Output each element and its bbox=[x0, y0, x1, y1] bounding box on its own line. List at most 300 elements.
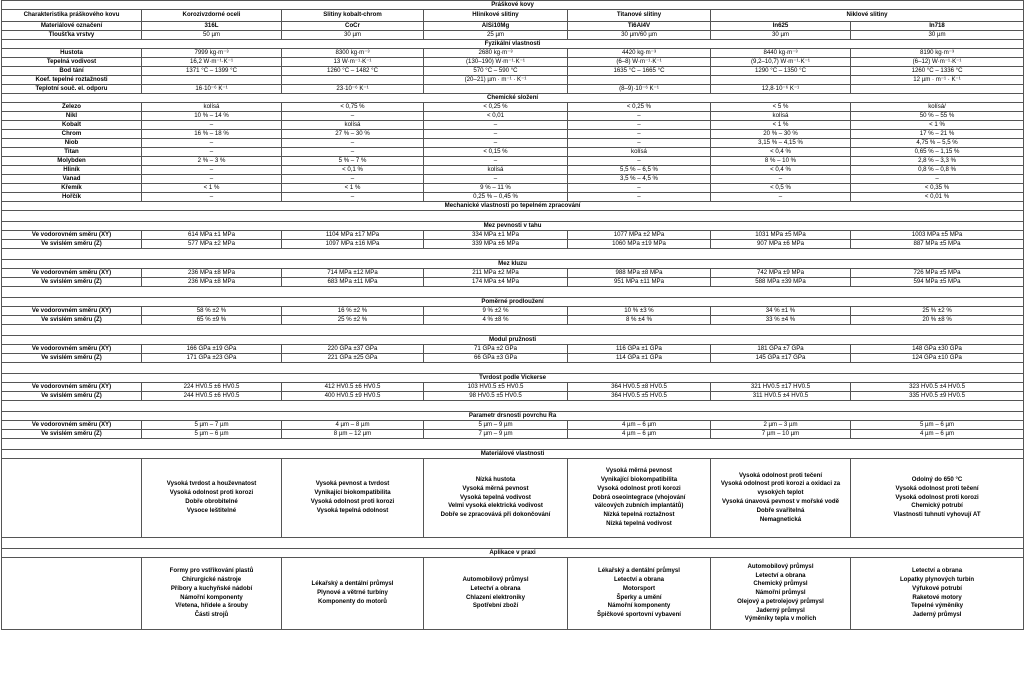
value-cell: 166 GPa ±19 GPa bbox=[142, 345, 282, 354]
row-label: Ve vodorovném směru (XY) bbox=[2, 307, 142, 316]
spacer-cell bbox=[2, 439, 142, 450]
row-label: Chrom bbox=[2, 130, 142, 139]
spacer-cell bbox=[851, 401, 1024, 412]
thickness-cell: 30 µm bbox=[282, 31, 424, 40]
material-properties-cell bbox=[568, 459, 711, 538]
application-line: Automobilový průmysl bbox=[747, 562, 814, 570]
value-cell: 25 % ±2 % bbox=[851, 307, 1024, 316]
value-cell: 20 % – 30 % bbox=[711, 130, 851, 139]
value-cell: kolísá bbox=[282, 121, 424, 130]
row-label: Molybden bbox=[2, 157, 142, 166]
value-cell: (20–21) µm · m⁻¹ · K⁻¹ bbox=[424, 76, 568, 85]
application-line: Námořní komponenty bbox=[607, 602, 671, 610]
value-cell: < 0,25 % bbox=[424, 103, 568, 112]
section-header-row bbox=[2, 450, 1024, 459]
row-label: Niob bbox=[2, 139, 142, 148]
applications-cell bbox=[568, 558, 711, 630]
value-cell: < 0,01 % bbox=[851, 193, 1024, 202]
value-cell: 335 HV0.5 ±9 HV0.5 bbox=[851, 392, 1024, 401]
value-cell: 323 HV0.5 ±4 HV0.5 bbox=[851, 383, 1024, 392]
spacer-cell bbox=[142, 401, 282, 412]
spacer-cell bbox=[711, 401, 851, 412]
spacer-cell bbox=[2, 363, 142, 374]
value-cell: 1371 °C – 1399 °C bbox=[142, 67, 282, 76]
value-cell: – bbox=[142, 121, 282, 130]
row-label: Ve vodorovném směru (XY) bbox=[2, 383, 142, 392]
spacer-row bbox=[2, 538, 1024, 549]
material-property-line: Vysoká únavová pevnost v mořské vodě bbox=[722, 498, 839, 505]
application-line: Šperky a umění bbox=[616, 593, 662, 601]
material-property-line: Chemický potrubí bbox=[911, 502, 963, 510]
section-header-row bbox=[2, 260, 1024, 269]
value-cell: 339 MPa ±6 MPa bbox=[424, 240, 568, 249]
table-row bbox=[2, 269, 1024, 278]
material-property-line: Dobře svařitelná bbox=[756, 506, 805, 514]
value-cell: 1260 °C – 1336 °C bbox=[851, 67, 1024, 76]
designation-cell: Ti6Al4V bbox=[568, 22, 711, 31]
value-cell: 8300 kg·m⁻³ bbox=[282, 49, 424, 58]
material-property-line: Dobře se zpracovává při dokončování bbox=[440, 511, 551, 519]
value-cell: 4 % ±8 % bbox=[424, 316, 568, 325]
value-cell: – bbox=[282, 148, 424, 157]
value-cell: 4,75 % – 5,5 % bbox=[851, 139, 1024, 148]
value-cell: 33 % ±4 % bbox=[711, 316, 851, 325]
value-cell: 577 MPa ±2 MPa bbox=[142, 240, 282, 249]
value-cell: 50 % – 55 % bbox=[851, 112, 1024, 121]
application-line: Výfukové potrubí bbox=[912, 584, 962, 592]
value-cell: 364 HV0.5 ±5 HV0.5 bbox=[568, 392, 711, 401]
value-cell: 12,8·10⁻⁶ K⁻¹ bbox=[711, 85, 851, 94]
material-property-line: Vysoká tepelná odolnost bbox=[316, 506, 389, 514]
value-cell: – bbox=[282, 112, 424, 121]
value-cell: 148 GPa ±30 GPa bbox=[851, 345, 1024, 354]
table-row bbox=[2, 278, 1024, 287]
application-line: Chlazení elektroniky bbox=[466, 593, 525, 601]
spacer-cell bbox=[568, 287, 711, 298]
value-cell: – bbox=[851, 175, 1024, 184]
spacer-row bbox=[2, 325, 1024, 336]
material-property-line: Vysoká odolnost proti korozi bbox=[310, 498, 395, 505]
spacer-cell bbox=[851, 287, 1024, 298]
spacer-cell bbox=[142, 325, 282, 336]
value-cell: – bbox=[568, 184, 711, 193]
spacer-cell bbox=[2, 538, 142, 549]
value-cell: – bbox=[142, 148, 282, 157]
material-property-line: Velmi vysoká elektrická vodivost bbox=[448, 502, 543, 510]
value-cell: 400 HV0.5 ±9 HV0.5 bbox=[282, 392, 424, 401]
section-header-row bbox=[2, 1, 1024, 10]
value-cell: – bbox=[711, 193, 851, 202]
value-cell: 16,2 W·m⁻¹·K⁻¹ bbox=[142, 58, 282, 67]
applications-cell bbox=[142, 558, 282, 630]
spacer-cell bbox=[2, 211, 142, 222]
value-cell: 714 MPa ±12 MPa bbox=[282, 269, 424, 278]
spacer-cell bbox=[282, 439, 424, 450]
spacer-cell bbox=[2, 249, 142, 260]
value-cell: 8 % – 10 % bbox=[711, 157, 851, 166]
spacer-cell bbox=[142, 363, 282, 374]
spacer-cell bbox=[711, 249, 851, 260]
row-label: Ve vodorovném směru (XY) bbox=[2, 269, 142, 278]
value-cell: 2680 kg·m⁻³ bbox=[424, 49, 568, 58]
value-cell: < 0,01 bbox=[424, 112, 568, 121]
value-cell: 2 % – 3 % bbox=[142, 157, 282, 166]
table-row bbox=[2, 85, 1024, 94]
application-line: Lékařský a dentální průmysl bbox=[598, 567, 680, 575]
thickness-cell: 30 µm bbox=[851, 31, 1024, 40]
table-row bbox=[2, 240, 1024, 249]
value-cell: 98 HV0.5 ±5 HV0.5 bbox=[424, 392, 568, 401]
material-property-line: Vysoká měrná pevnost bbox=[462, 484, 529, 492]
value-cell: 2,8 % – 3,3 % bbox=[851, 157, 1024, 166]
mechanical-section-title: Mechanické vlastnosti po tepelném zpracování bbox=[2, 202, 1024, 211]
value-cell: 364 HV0.5 ±8 HV0.5 bbox=[568, 383, 711, 392]
row-label: Kobalt bbox=[2, 121, 142, 130]
application-line: Letectví a obrana bbox=[911, 567, 963, 575]
physical-section-title: Fyzikální vlastnosti bbox=[2, 40, 1024, 49]
value-cell: 103 HV0.5 ±5 HV0.5 bbox=[424, 383, 568, 392]
material-property-line: Vysoká odolnost proti korozi bbox=[169, 489, 254, 497]
spacer-cell bbox=[424, 401, 568, 412]
table-row bbox=[2, 157, 1024, 166]
application-line: Lopatky plynových turbín bbox=[899, 575, 975, 583]
application-line: Části strojů bbox=[194, 611, 229, 619]
designation-cell: 316L bbox=[142, 22, 282, 31]
section-header-row bbox=[2, 222, 1024, 231]
application-line: Jaderný průmysl bbox=[912, 611, 962, 619]
application-line: Chirurgické nástroje bbox=[181, 575, 242, 583]
application-line: Letectví a obrana bbox=[470, 584, 521, 592]
value-cell: 9 % ±2 % bbox=[424, 307, 568, 316]
chemical-section-title: Chemické složení bbox=[2, 94, 1024, 103]
value-cell: < 0,75 % bbox=[282, 103, 424, 112]
application-line: Tepelné výměníky bbox=[911, 602, 964, 610]
value-cell: 7 µm – 10 µm bbox=[711, 430, 851, 439]
applications-cell bbox=[711, 558, 851, 630]
value-cell: < 0,25 % bbox=[568, 103, 711, 112]
application-line: Vřetena, hřídele a šrouby bbox=[175, 602, 248, 610]
section-header-row bbox=[2, 40, 1024, 49]
table-row bbox=[2, 139, 1024, 148]
application-line: Chemický průmysl bbox=[753, 580, 808, 588]
section-header-row bbox=[2, 374, 1024, 383]
spacer-cell bbox=[282, 287, 424, 298]
spacer-cell bbox=[568, 401, 711, 412]
spacer-cell bbox=[568, 363, 711, 374]
group-header: Titanové slitiny bbox=[568, 10, 711, 22]
spacer-cell bbox=[424, 363, 568, 374]
application-line: Formy pro vstřikování plastů bbox=[169, 567, 254, 575]
table-row bbox=[2, 316, 1024, 325]
value-cell: 27 % – 30 % bbox=[282, 130, 424, 139]
spacer-cell bbox=[711, 439, 851, 450]
value-cell: 742 MPa ±9 MPa bbox=[711, 269, 851, 278]
value-cell: 1635 °C – 1665 °C bbox=[568, 67, 711, 76]
material-property-line: Odolný do 650 °C bbox=[911, 476, 963, 483]
value-cell: – bbox=[424, 121, 568, 130]
table-row bbox=[2, 166, 1024, 175]
spacer-cell bbox=[142, 439, 282, 450]
spacer-cell bbox=[851, 249, 1024, 260]
spacer-row bbox=[2, 249, 1024, 260]
value-cell: – bbox=[142, 139, 282, 148]
value-cell: 10 % – 14 % bbox=[142, 112, 282, 121]
value-cell: 4 µm – 6 µm bbox=[851, 430, 1024, 439]
material-property-line: Vysoká odolnost proti tečení bbox=[738, 471, 823, 479]
material-property-line: Nízká tepelná roztažnost bbox=[603, 511, 675, 519]
value-cell: 236 MPa ±8 MPa bbox=[142, 269, 282, 278]
value-cell: < 0,4 % bbox=[711, 166, 851, 175]
table-row bbox=[2, 58, 1024, 67]
spacer-cell bbox=[2, 325, 142, 336]
group-header: Hliníkové slitiny bbox=[424, 10, 568, 22]
material-property-line: Vysoká tvrdost a houževnatost bbox=[166, 480, 257, 488]
material-property-line: Dobrá oseointegrace (vhojování bbox=[592, 493, 686, 501]
table-row bbox=[2, 76, 1024, 85]
group-header: Korozivzdorné oceli bbox=[142, 10, 282, 22]
material-property-line: Vysoká odolnost proti korozi a oxidaci za bbox=[720, 480, 841, 488]
row-label: Hustota bbox=[2, 49, 142, 58]
value-cell: 907 MPa ±6 MPa bbox=[711, 240, 851, 249]
value-cell: 244 HV0.5 ±6 HV0.5 bbox=[142, 392, 282, 401]
material-properties-cell bbox=[424, 459, 568, 538]
value-cell: 4 µm – 8 µm bbox=[282, 421, 424, 430]
value-cell: 1290 °C – 1350 °C bbox=[711, 67, 851, 76]
spacer-cell bbox=[568, 211, 711, 222]
spacer-cell bbox=[282, 363, 424, 374]
material-property-line: Nemagnetická bbox=[759, 515, 802, 523]
value-cell: 116 GPa ±1 GPa bbox=[568, 345, 711, 354]
material-properties-title: Materiálové vlastnosti bbox=[2, 450, 1024, 459]
spacer-cell bbox=[851, 325, 1024, 336]
spacer-cell bbox=[282, 401, 424, 412]
value-cell: 124 GPa ±10 GPa bbox=[851, 354, 1024, 363]
value-cell: 25 % ±2 % bbox=[282, 316, 424, 325]
value-cell: – bbox=[568, 121, 711, 130]
value-cell: < 0,15 % bbox=[424, 148, 568, 157]
value-cell: 16·10⁻⁶ K⁻¹ bbox=[142, 85, 282, 94]
table-row bbox=[2, 193, 1024, 202]
table-row bbox=[2, 175, 1024, 184]
mechanical-subsection-title: Parametr drsnosti povrchu Ra bbox=[2, 412, 1024, 421]
value-cell bbox=[711, 76, 851, 85]
value-cell: 5 µm – 6 µm bbox=[851, 421, 1024, 430]
value-cell: 4420 kg·m⁻³ bbox=[568, 49, 711, 58]
material-properties-cell bbox=[711, 459, 851, 538]
spacer-cell bbox=[568, 439, 711, 450]
value-cell: 181 GPa ±7 GPa bbox=[711, 345, 851, 354]
value-cell bbox=[282, 76, 424, 85]
spacer-cell bbox=[142, 211, 282, 222]
row-label: Nikl bbox=[2, 112, 142, 121]
application-line: Komponenty do motorů bbox=[317, 597, 388, 605]
designation-row bbox=[2, 22, 1024, 31]
value-cell: 311 HV0.5 ±4 HV0.5 bbox=[711, 392, 851, 401]
value-cell: 1260 °C – 1482 °C bbox=[282, 67, 424, 76]
value-cell: 1077 MPa ±2 MPa bbox=[568, 231, 711, 240]
value-cell: < 5 % bbox=[711, 103, 851, 112]
applications-title: Aplikace v praxi bbox=[2, 549, 1024, 558]
value-cell: 1031 MPa ±5 MPa bbox=[711, 231, 851, 240]
mechanical-subsection-title: Poměrné prodloužení bbox=[2, 298, 1024, 307]
row-label: Bod tání bbox=[2, 67, 142, 76]
value-cell: 13 W·m⁻¹·K⁻¹ bbox=[282, 58, 424, 67]
characteristic-label: Charakteristika práškového kovu bbox=[2, 10, 142, 22]
value-cell: 171 GPa ±23 GPa bbox=[142, 354, 282, 363]
value-cell: 321 HV0.5 ±17 HV0.5 bbox=[711, 383, 851, 392]
material-property-line: Vlastnosti tuhnutí vyhovují AT bbox=[893, 511, 981, 519]
section-header-row bbox=[2, 202, 1024, 211]
spacer-row bbox=[2, 287, 1024, 298]
value-cell: < 0,35 % bbox=[851, 184, 1024, 193]
empty-label-cell bbox=[2, 558, 142, 630]
value-cell bbox=[568, 76, 711, 85]
section-header-row bbox=[2, 298, 1024, 307]
spacer-cell bbox=[142, 249, 282, 260]
application-line: Spotřební zboží bbox=[472, 602, 519, 610]
value-cell: 236 MPa ±8 MPa bbox=[142, 278, 282, 287]
value-cell: 5 µm – 6 µm bbox=[142, 430, 282, 439]
value-cell: 988 MPa ±8 MPa bbox=[568, 269, 711, 278]
application-line: Příbory a kuchyňské nádobí bbox=[170, 584, 253, 592]
spacer-cell bbox=[568, 325, 711, 336]
spacer-cell bbox=[424, 325, 568, 336]
value-cell: 58 % ±2 % bbox=[142, 307, 282, 316]
spacer-cell bbox=[2, 401, 142, 412]
value-cell: < 0,5 % bbox=[711, 184, 851, 193]
row-label: Ve svislém směru (Z) bbox=[2, 392, 142, 401]
row-label: Hliník bbox=[2, 166, 142, 175]
value-cell: kolísá bbox=[142, 103, 282, 112]
value-cell: < 0,4 % bbox=[711, 148, 851, 157]
row-label: Vanad bbox=[2, 175, 142, 184]
value-cell: 1104 MPa ±17 MPa bbox=[282, 231, 424, 240]
value-cell: 0,65 % – 1,15 % bbox=[851, 148, 1024, 157]
spacer-cell bbox=[424, 249, 568, 260]
value-cell: 4 µm – 6 µm bbox=[568, 421, 711, 430]
table-row bbox=[2, 148, 1024, 157]
spacer-row bbox=[2, 211, 1024, 222]
value-cell: 614 MPa ±1 MPa bbox=[142, 231, 282, 240]
value-cell: (6–12) W·m⁻¹·K⁻¹ bbox=[851, 58, 1024, 67]
value-cell: 1003 MPa ±5 MPa bbox=[851, 231, 1024, 240]
value-cell: < 1 % bbox=[851, 121, 1024, 130]
application-line: Raketové motory bbox=[912, 593, 962, 601]
application-line: Olejový a petrolejový průmysl bbox=[737, 597, 824, 605]
table-row bbox=[2, 421, 1024, 430]
value-cell: < 1 % bbox=[282, 184, 424, 193]
designation-cell: CoCr bbox=[282, 22, 424, 31]
spacer-cell bbox=[711, 211, 851, 222]
value-cell: 9 % – 11 % bbox=[424, 184, 568, 193]
value-cell: kolísá bbox=[568, 148, 711, 157]
value-cell: kolísá bbox=[711, 112, 851, 121]
table-row bbox=[2, 112, 1024, 121]
value-cell: 20 % ±8 % bbox=[851, 316, 1024, 325]
material-property-line: Nízká hustota bbox=[475, 476, 516, 483]
row-label: Železo bbox=[2, 103, 142, 112]
row-label: Ve svislém směru (Z) bbox=[2, 316, 142, 325]
value-cell: (9,2–10,7) W·m⁻¹·K⁻¹ bbox=[711, 58, 851, 67]
thickness-row bbox=[2, 31, 1024, 40]
value-cell: < 0,1 % bbox=[282, 166, 424, 175]
spacer-cell bbox=[711, 363, 851, 374]
spacer-cell bbox=[142, 287, 282, 298]
value-cell: – bbox=[568, 139, 711, 148]
table-row bbox=[2, 345, 1024, 354]
spacer-cell bbox=[424, 439, 568, 450]
value-cell: – bbox=[568, 193, 711, 202]
row-label: Koef. tepelné roztažnosti bbox=[2, 76, 142, 85]
application-line: Jaderný průmysl bbox=[756, 606, 805, 614]
row-label: Ve vodorovném směru (XY) bbox=[2, 421, 142, 430]
value-cell: 220 GPa ±37 GPa bbox=[282, 345, 424, 354]
value-cell: 5,5 % – 6,5 % bbox=[568, 166, 711, 175]
value-cell: 224 HV0.5 ±6 HV0.5 bbox=[142, 383, 282, 392]
value-cell: – bbox=[282, 139, 424, 148]
row-label: Ve vodorovném směru (XY) bbox=[2, 345, 142, 354]
applications-cell bbox=[282, 558, 424, 630]
value-cell: – bbox=[711, 175, 851, 184]
spacer-row bbox=[2, 439, 1024, 450]
mechanical-subsection-title: Tvrdost podle Vickerse bbox=[2, 374, 1024, 383]
value-cell: 65 % ±9 % bbox=[142, 316, 282, 325]
value-cell: 588 MPa ±39 MPa bbox=[711, 278, 851, 287]
row-label: Ve svislém směru (Z) bbox=[2, 278, 142, 287]
value-cell: (8–9)·10⁻⁶ K⁻¹ bbox=[568, 85, 711, 94]
value-cell: 0,8 % – 0,8 % bbox=[851, 166, 1024, 175]
value-cell: 66 GPa ±3 GPa bbox=[424, 354, 568, 363]
row-label: Ve svislém směru (Z) bbox=[2, 354, 142, 363]
value-cell: – bbox=[568, 130, 711, 139]
spacer-row bbox=[2, 401, 1024, 412]
spacer-cell bbox=[424, 211, 568, 222]
value-cell: – bbox=[424, 139, 568, 148]
value-cell: 3,15 % – 4,15 % bbox=[711, 139, 851, 148]
spacer-row bbox=[2, 363, 1024, 374]
material-property-line: Vysoká tepelná vodivost bbox=[460, 493, 531, 501]
designation-cell: In625 bbox=[711, 22, 851, 31]
material-properties-cell bbox=[142, 459, 282, 538]
spacer-cell bbox=[851, 363, 1024, 374]
value-cell: 570 °C – 590 °C bbox=[424, 67, 568, 76]
value-cell: 334 MPa ±1 MPa bbox=[424, 231, 568, 240]
material-properties-table bbox=[1, 0, 1024, 630]
spacer-cell bbox=[282, 538, 424, 549]
material-properties-row bbox=[2, 459, 1024, 538]
spacer-cell bbox=[568, 538, 711, 549]
section-header-row bbox=[2, 94, 1024, 103]
group-header: Slitiny kobalt-chrom bbox=[282, 10, 424, 22]
application-line: Letectví a obrana bbox=[755, 571, 806, 579]
value-cell: 10 % ±3 % bbox=[568, 307, 711, 316]
designation-cell: AlSi10Mg bbox=[424, 22, 568, 31]
value-cell: 71 GPa ±2 GPa bbox=[424, 345, 568, 354]
thickness-cell: 25 µm bbox=[424, 31, 568, 40]
value-cell: (6–8) W·m⁻¹·K⁻¹ bbox=[568, 58, 711, 67]
value-cell: 8190 kg·m⁻³ bbox=[851, 49, 1024, 58]
thickness-cell: 30 µm bbox=[711, 31, 851, 40]
value-cell: – bbox=[142, 166, 282, 175]
application-line: Letectví a obrana bbox=[613, 575, 665, 583]
section-header-row bbox=[2, 336, 1024, 345]
value-cell: 412 HV0.5 ±6 HV0.5 bbox=[282, 383, 424, 392]
value-cell: 12 µm · m⁻¹ · K⁻¹ bbox=[851, 76, 1024, 85]
material-property-line: Vynikající biokompatibilita bbox=[600, 476, 678, 483]
row-label: Hořčík bbox=[2, 193, 142, 202]
value-cell: 7 µm – 9 µm bbox=[424, 430, 568, 439]
value-cell: (130–190) W·m⁻¹·K⁻¹ bbox=[424, 58, 568, 67]
